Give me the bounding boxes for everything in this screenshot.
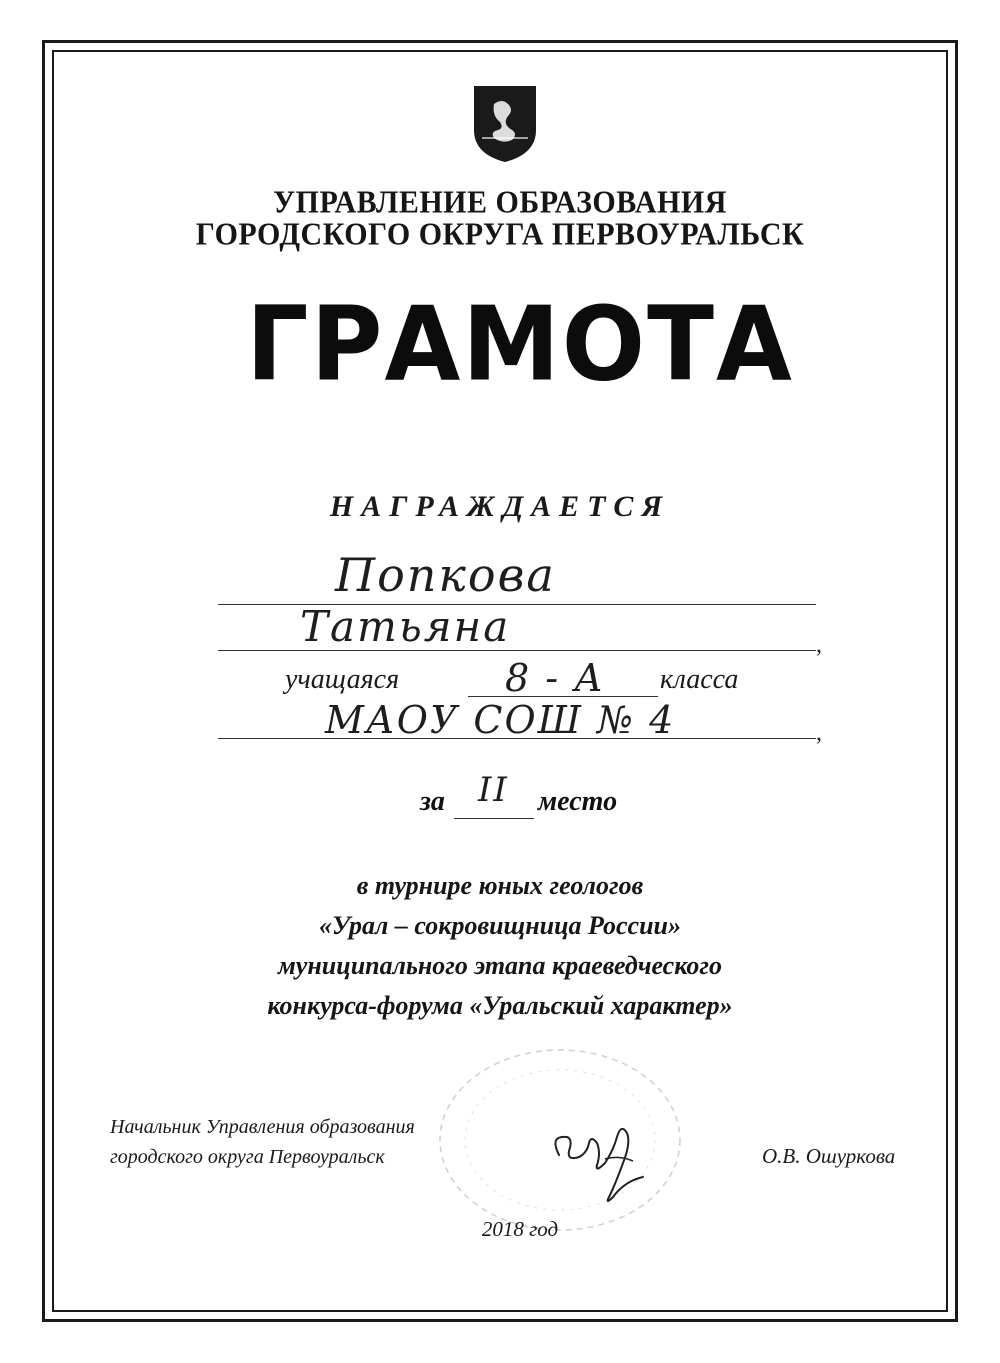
signatory-name: О.В. Ошуркова: [762, 1144, 896, 1168]
city-coat-of-arms-icon: [470, 82, 540, 164]
awarded-label: НАГРАЖДАЕТСЯ: [329, 490, 671, 523]
school-underline: [218, 738, 816, 739]
description-line-2: «Урал – сокровищница России»: [319, 911, 681, 940]
description-line-1: в турнире юных геологов: [356, 871, 644, 900]
issue-year: 2018 год: [481, 1217, 559, 1241]
description-line-4: конкурса-форума «Уральский характер»: [267, 991, 733, 1020]
document-title: ГРАМОТА: [246, 285, 794, 405]
school-comma: ,: [816, 720, 822, 746]
signatory-position: [110, 1112, 415, 1172]
place-value: II: [478, 770, 509, 810]
student-label: учащаяся: [285, 664, 400, 695]
description-line-3: муниципального этапа краеведческого: [278, 951, 722, 980]
place-prefix: за: [420, 786, 445, 817]
given-name-underline: [218, 650, 816, 651]
given-name-comma: ,: [816, 632, 822, 658]
handwritten-signature: [545, 1115, 655, 1205]
signatory-position-line-1: Начальник Управления образования: [110, 1116, 415, 1138]
place-underline: [454, 818, 534, 819]
class-label: класса: [660, 664, 739, 695]
recipient-surname: Попкова: [335, 548, 556, 602]
place-suffix: место: [538, 786, 618, 817]
school-name: МАОУ СОШ № 4: [325, 698, 676, 742]
issuer-line-2: ГОРОДСКОГО ОКРУГА ПЕРВОУРАЛЬСК: [195, 217, 805, 252]
signatory-position-line-2: городского округа Первоуральск: [110, 1146, 385, 1168]
recipient-given-name: Татьяна: [300, 602, 511, 651]
class-value: 8 - А: [505, 656, 605, 700]
issuer-line-1: УПРАВЛЕНИЕ ОБРАЗОВАНИЯ: [273, 185, 727, 220]
class-underline: [468, 696, 658, 697]
